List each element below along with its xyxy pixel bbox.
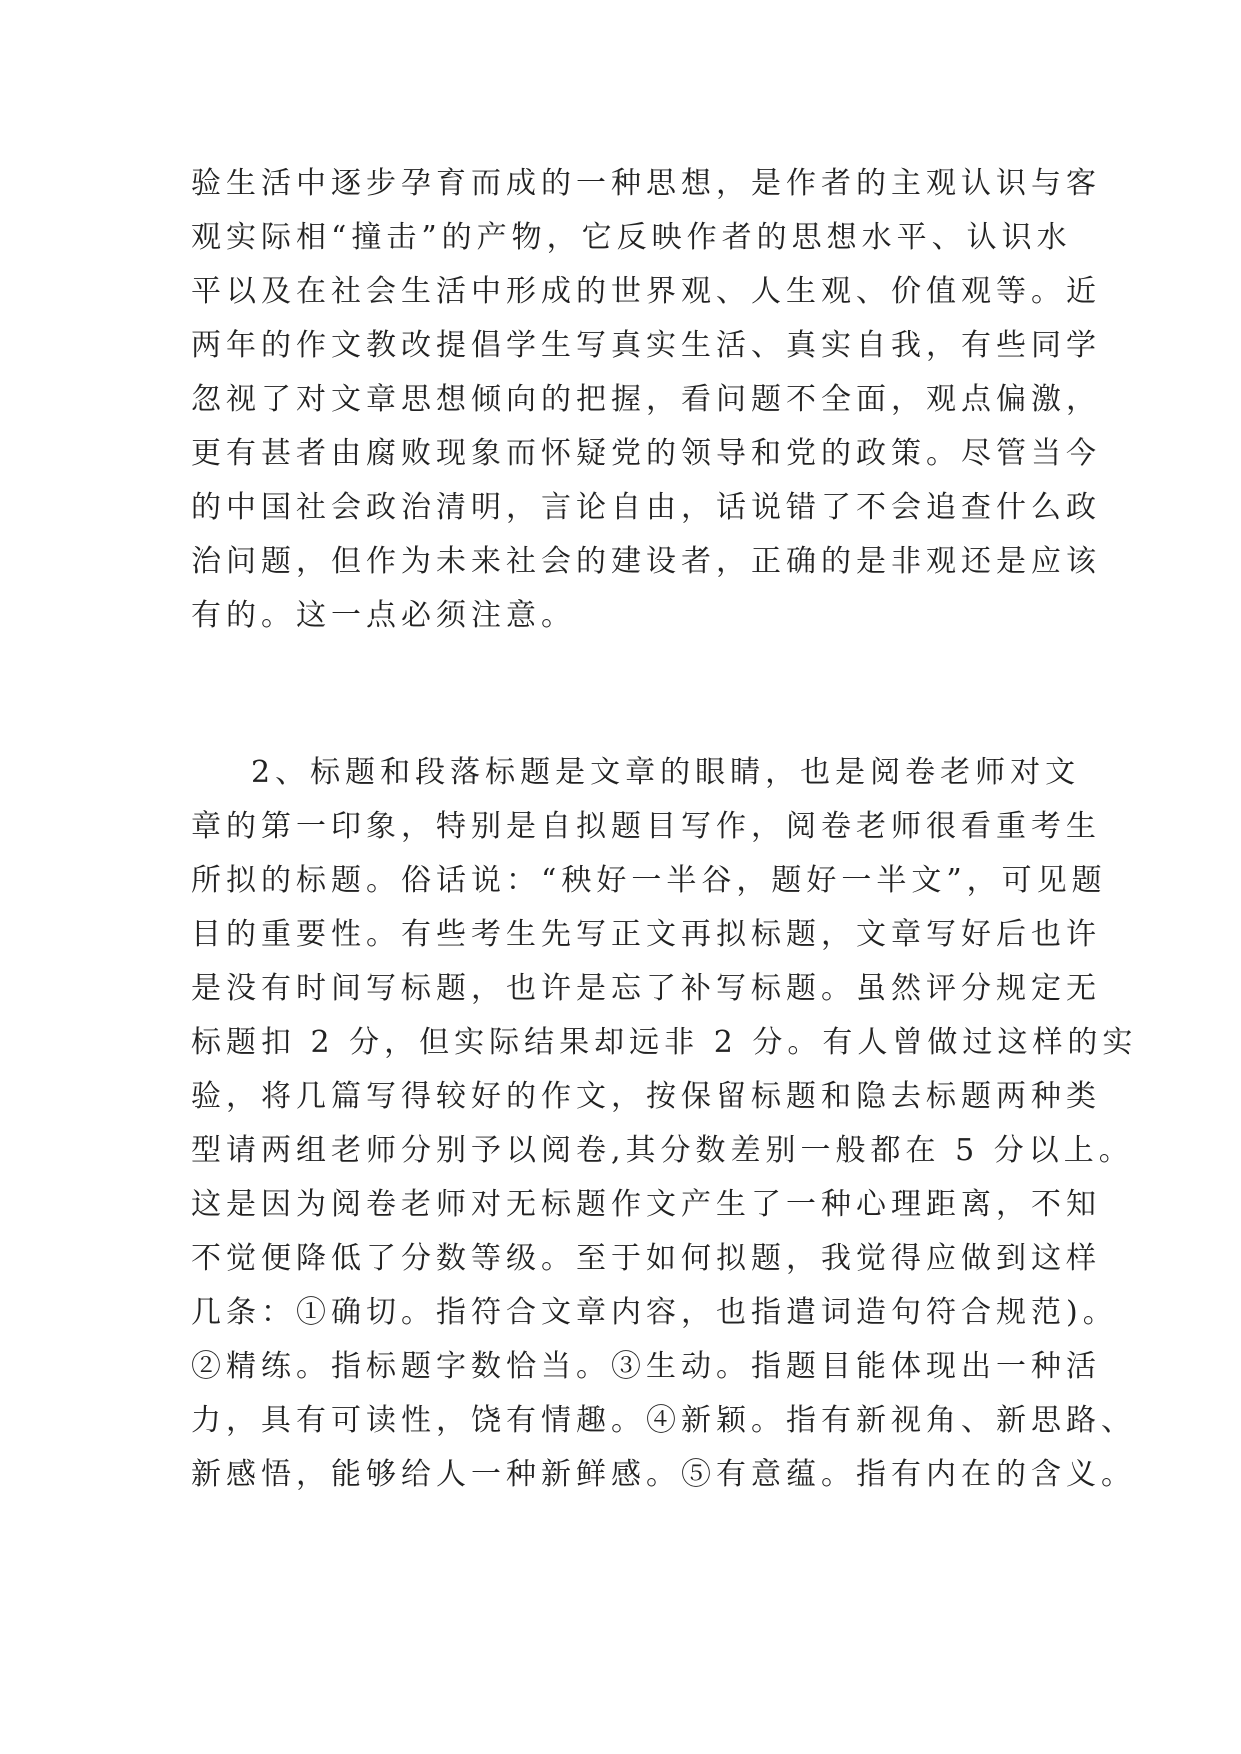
text-line: 这是因为阅卷老师对无标题作文产生了一种心理距离，不知: [191, 1187, 1101, 1222]
text-line: 不觉便降低了分数等级。至于如何拟题，我觉得应做到这样: [191, 1241, 1101, 1276]
text-line: 两年的作文教改提倡学生写真实生活、真实自我，有些同学: [191, 328, 1101, 363]
text-line: 有的。这一点必须注意。: [191, 598, 576, 633]
text-line: 所拟的标题。俗话说：“秧好一半谷，题好一半文”，可见题: [191, 863, 1107, 898]
text-line: 几条：①确切。指符合文章内容，也指遣词造句符合规范)。: [191, 1295, 1118, 1330]
text-line: 力，具有可读性，饶有情趣。④新颖。指有新视角、新思路、: [191, 1403, 1136, 1438]
text-line: 目的重要性。有些考生先写正文再拟标题，文章写好后也许: [191, 917, 1101, 952]
text-line: 更有甚者由腐败现象而怀疑党的领导和党的政策。尽管当今: [191, 436, 1101, 471]
paragraph-2: [191, 746, 1138, 1502]
text-line: 忽视了对文章思想倾向的把握，看问题不全面，观点偏激，: [191, 382, 1101, 417]
text-line: 是没有时间写标题，也许是忘了补写标题。虽然评分规定无: [191, 971, 1101, 1006]
text-line: 验，将几篇写得较好的作文，按保留标题和隐去标题两种类: [191, 1079, 1101, 1114]
text-line: 验生活中逐步孕育而成的一种思想，是作者的主观认识与客: [191, 166, 1101, 201]
text-line: 2、标题和段落标题是文章的眼睛，也是阅卷老师对文: [251, 755, 1081, 790]
text-line: 治问题，但作为未来社会的建设者，正确的是非观还是应该: [191, 544, 1101, 579]
text-line: 平以及在社会生活中形成的世界观、人生观、价值观等。近: [191, 274, 1101, 309]
text-line: 章的第一印象，特别是自拟题目写作，阅卷老师很看重考生: [191, 809, 1101, 844]
text-line: 型请两组老师分别予以阅卷,其分数差别一般都在 5 分以上。: [191, 1133, 1134, 1168]
text-line: 观实际相“撞击”的产物，它反映作者的思想水平、认识水: [191, 220, 1072, 255]
text-line: 新感悟，能够给人一种新鲜感。⑤有意蕴。指有内在的含义。: [191, 1457, 1136, 1492]
text-line: 标题扣 2 分，但实际结果却远非 2 分。有人曾做过这样的实: [191, 1025, 1138, 1060]
text-line: ②精练。指标题字数恰当。③生动。指题目能体现出一种活: [191, 1349, 1101, 1384]
paragraph-1: [191, 157, 1101, 643]
text-line: 的中国社会政治清明，言论自由，话说错了不会追查什么政: [191, 490, 1101, 525]
